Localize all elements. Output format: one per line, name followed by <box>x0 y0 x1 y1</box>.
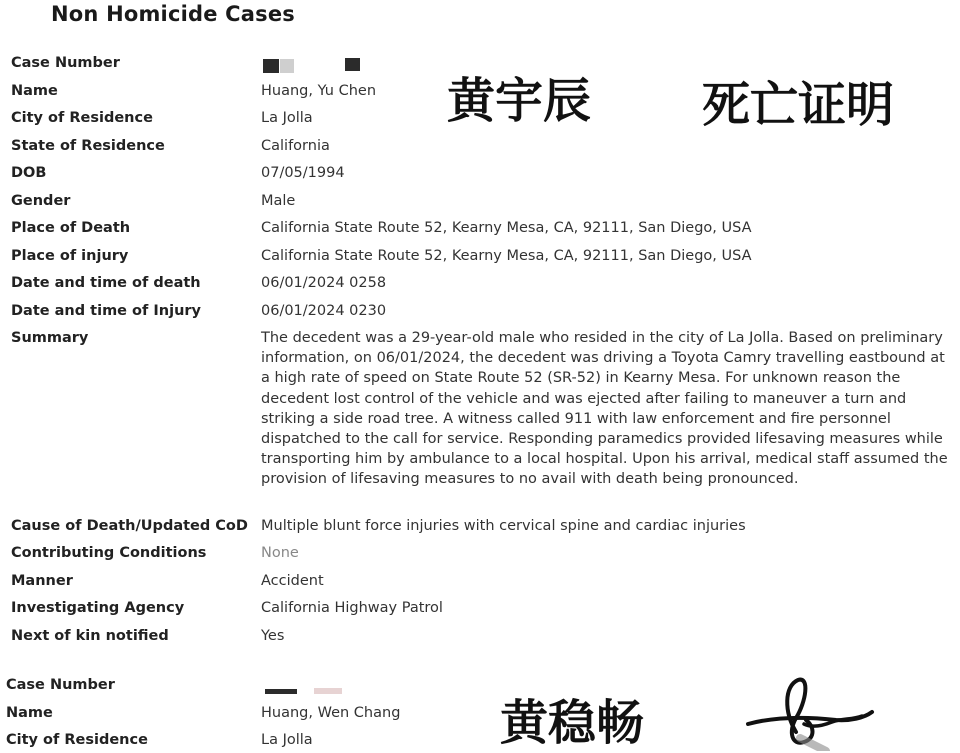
label-date-death: Date and time of death <box>11 275 201 291</box>
value-place-of-injury: California State Route 52, Kearny Mesa, CA, 92111, San Diego, USA <box>261 248 752 264</box>
page-title: Non Homicide Cases <box>51 2 296 26</box>
value-city: La Jolla <box>261 110 313 126</box>
label-agency: Investigating Agency <box>11 600 185 616</box>
label-state: State of Residence <box>11 138 165 154</box>
label-name: Name <box>11 83 58 99</box>
value-agency: California Highway Patrol <box>261 600 443 616</box>
value-name-2: Huang, Wen Chang <box>261 705 401 721</box>
value-gender: Male <box>261 193 296 209</box>
overlay-name2-cjk: 黄稳畅 <box>500 695 645 751</box>
signature-icon <box>740 672 880 751</box>
redacted-block <box>263 59 279 73</box>
label-place-of-death: Place of Death <box>11 220 131 236</box>
value-kin: Yes <box>261 628 285 644</box>
value-summary: The decedent was a 29-year-old male who resided in the city of La Jolla. Based on preliminary information, on 06/01/2024, the decedent was driving a Toyota Camry travelling eastbound at a high rate of speed on State Route 52 (SR-52) in Kearny Mesa. For unknown reason the decedent lost control of the vehicle and was ejected after failing to maneuver a turn and striking a side road tree. A witness called 911 with law enforcement and fire personnel dispatched to the call for service. Responding paramedics provided lifesaving measures while transporting him by ambulance to a local hospital. Upon his arrival, medical staff assumed the provision of lifesaving measures to no avail with death being pronounced. <box>261 330 948 488</box>
overlay-certificate-cjk: 死亡证明 <box>702 77 895 133</box>
label-place-of-injury: Place of injury <box>11 248 129 264</box>
label-city: City of Residence <box>11 110 153 126</box>
label-city-2: City of Residence <box>6 732 148 748</box>
value-place-of-death: California State Route 52, Kearny Mesa, CA, 92111, San Diego, USA <box>261 220 752 236</box>
value-city-2: La Jolla <box>261 732 313 748</box>
label-case-number: Case Number <box>11 55 120 71</box>
label-kin: Next of kin notified <box>11 628 169 644</box>
label-cause: Cause of Death/Updated CoD <box>11 518 248 534</box>
redacted-block <box>265 689 297 694</box>
redacted-block <box>345 58 360 71</box>
value-manner: Accident <box>261 573 324 589</box>
value-state: California <box>261 138 330 154</box>
redacted-block <box>280 59 294 73</box>
label-summary: Summary <box>11 330 89 346</box>
label-manner: Manner <box>11 573 73 589</box>
overlay-name-cjk: 黄宇辰 <box>447 73 592 129</box>
redacted-block <box>314 688 342 694</box>
value-cause: Multiple blunt force injuries with cervical spine and cardiac injuries <box>261 518 746 534</box>
value-date-death: 06/01/2024 0258 <box>261 275 387 291</box>
label-gender: Gender <box>11 193 71 209</box>
value-dob: 07/05/1994 <box>261 165 345 181</box>
value-date-injury: 06/01/2024 0230 <box>261 303 387 319</box>
label-date-injury: Date and time of Injury <box>11 303 201 319</box>
label-contributing: Contributing Conditions <box>11 545 207 561</box>
label-case-number-2: Case Number <box>6 677 115 693</box>
value-contributing: None <box>261 545 299 561</box>
label-dob: DOB <box>11 165 47 181</box>
label-name-2: Name <box>6 705 53 721</box>
value-name: Huang, Yu Chen <box>261 83 377 99</box>
